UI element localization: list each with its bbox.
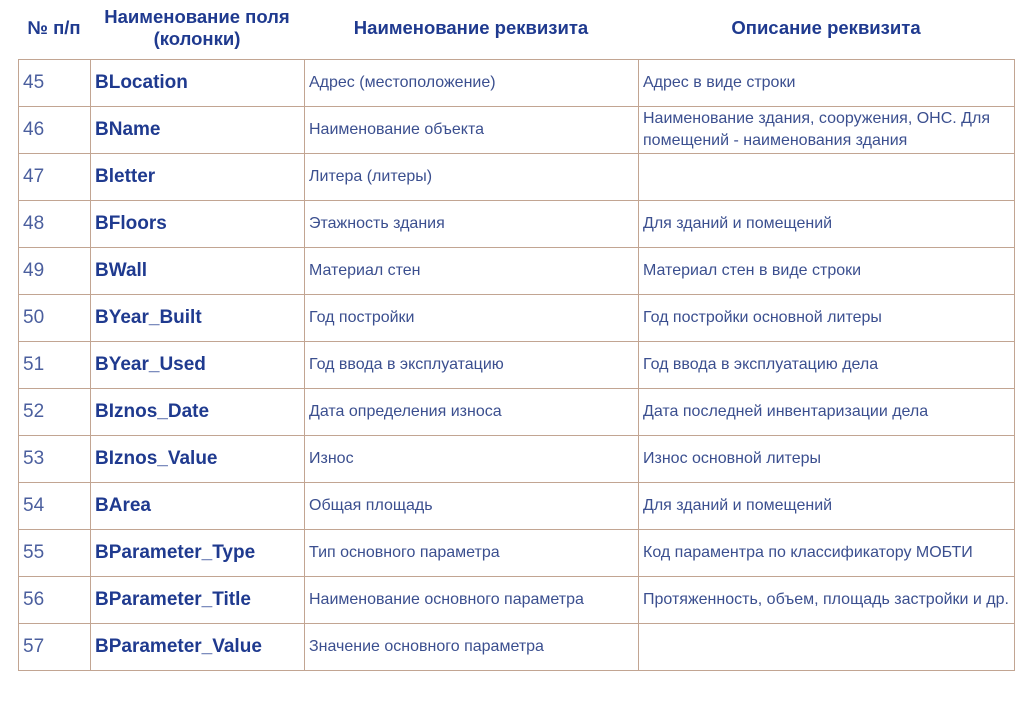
requisite-description: Износ основной литеры xyxy=(639,436,1015,483)
requisite-name: Литера (литеры) xyxy=(305,154,639,201)
requisite-description: Для зданий и помещений xyxy=(639,201,1015,248)
requisite-description xyxy=(639,624,1015,671)
requisite-name: Дата определения износа xyxy=(305,389,639,436)
row-number: 57 xyxy=(19,624,91,671)
header-column-name-line2: (колонки) xyxy=(153,28,241,49)
table-header xyxy=(0,0,1024,56)
row-number: 52 xyxy=(19,389,91,436)
row-number: 45 xyxy=(19,60,91,107)
requisite-name: Наименование объекта xyxy=(305,107,639,154)
requisite-description: Год постройки основной литеры xyxy=(639,295,1015,342)
field-name: BLocation xyxy=(91,60,305,107)
requisite-description: Код параментра по классификатору МОБТИ xyxy=(639,530,1015,577)
requisite-name: Материал стен xyxy=(305,248,639,295)
field-name: BYear_Built xyxy=(91,295,305,342)
field-name: BIznos_Date xyxy=(91,389,305,436)
table-row xyxy=(19,201,1015,248)
requisite-name: Тип основного параметра xyxy=(305,530,639,577)
requisite-description: Дата последней инвентаризации дела xyxy=(639,389,1015,436)
field-name: BArea xyxy=(91,483,305,530)
requisite-name: Год ввода в эксплуатацию xyxy=(305,342,639,389)
field-name: BIznos_Value xyxy=(91,436,305,483)
field-name: BWall xyxy=(91,248,305,295)
field-name: BParameter_Value xyxy=(91,624,305,671)
row-number: 55 xyxy=(19,530,91,577)
table-row xyxy=(19,483,1015,530)
requisite-description: Адрес в виде строки xyxy=(639,60,1015,107)
requisite-name: Адрес (местоположение) xyxy=(305,60,639,107)
table-row xyxy=(19,248,1015,295)
requisite-name: Износ xyxy=(305,436,639,483)
table-row xyxy=(19,107,1015,154)
requisite-description: Протяженность, объем, площадь застройки и др. xyxy=(639,577,1015,624)
header-requisite-description xyxy=(638,0,1014,56)
table-row xyxy=(19,624,1015,671)
field-name: BParameter_Title xyxy=(91,577,305,624)
row-number: 49 xyxy=(19,248,91,295)
table-row xyxy=(19,60,1015,107)
requisite-name: Значение основного параметра xyxy=(305,624,639,671)
field-name: BYear_Used xyxy=(91,342,305,389)
row-number: 51 xyxy=(19,342,91,389)
requisite-name: Наименование основного параметра xyxy=(305,577,639,624)
field-name: BName xyxy=(91,107,305,154)
header-column-name-line1: Наименование поля xyxy=(104,6,290,27)
requisite-description: Материал стен в виде строки xyxy=(639,248,1015,295)
requisite-description: Для зданий и помещений xyxy=(639,483,1015,530)
header-requisite-name-label: Наименование реквизита xyxy=(353,17,589,38)
requisite-name: Год постройки xyxy=(305,295,639,342)
requisite-description xyxy=(639,154,1015,201)
header-requisite-description-label: Описание реквизита xyxy=(731,17,921,38)
row-number: 48 xyxy=(19,201,91,248)
requisites-table xyxy=(18,59,1015,671)
requisite-name: Общая площадь xyxy=(305,483,639,530)
header-column-name xyxy=(90,0,304,56)
header-number-label: № п/п xyxy=(27,17,81,38)
field-name: BFloors xyxy=(91,201,305,248)
table-row xyxy=(19,295,1015,342)
table-row xyxy=(19,577,1015,624)
requisite-name: Этажность здания xyxy=(305,201,639,248)
table-row xyxy=(19,530,1015,577)
row-number: 53 xyxy=(19,436,91,483)
row-number: 47 xyxy=(19,154,91,201)
table-row xyxy=(19,342,1015,389)
table-row xyxy=(19,436,1015,483)
table-row xyxy=(19,154,1015,201)
field-name: Bletter xyxy=(91,154,305,201)
row-number: 50 xyxy=(19,295,91,342)
row-number: 46 xyxy=(19,107,91,154)
header-number xyxy=(18,0,90,56)
row-number: 56 xyxy=(19,577,91,624)
requisite-description: Наименование здания, сооружения, ОНС. Для помещений - наименования здания xyxy=(639,107,1015,154)
field-name: BParameter_Type xyxy=(91,530,305,577)
requisite-description: Год ввода в эксплуатацию дела xyxy=(639,342,1015,389)
table-row xyxy=(19,389,1015,436)
row-number: 54 xyxy=(19,483,91,530)
header-requisite-name xyxy=(304,0,638,56)
